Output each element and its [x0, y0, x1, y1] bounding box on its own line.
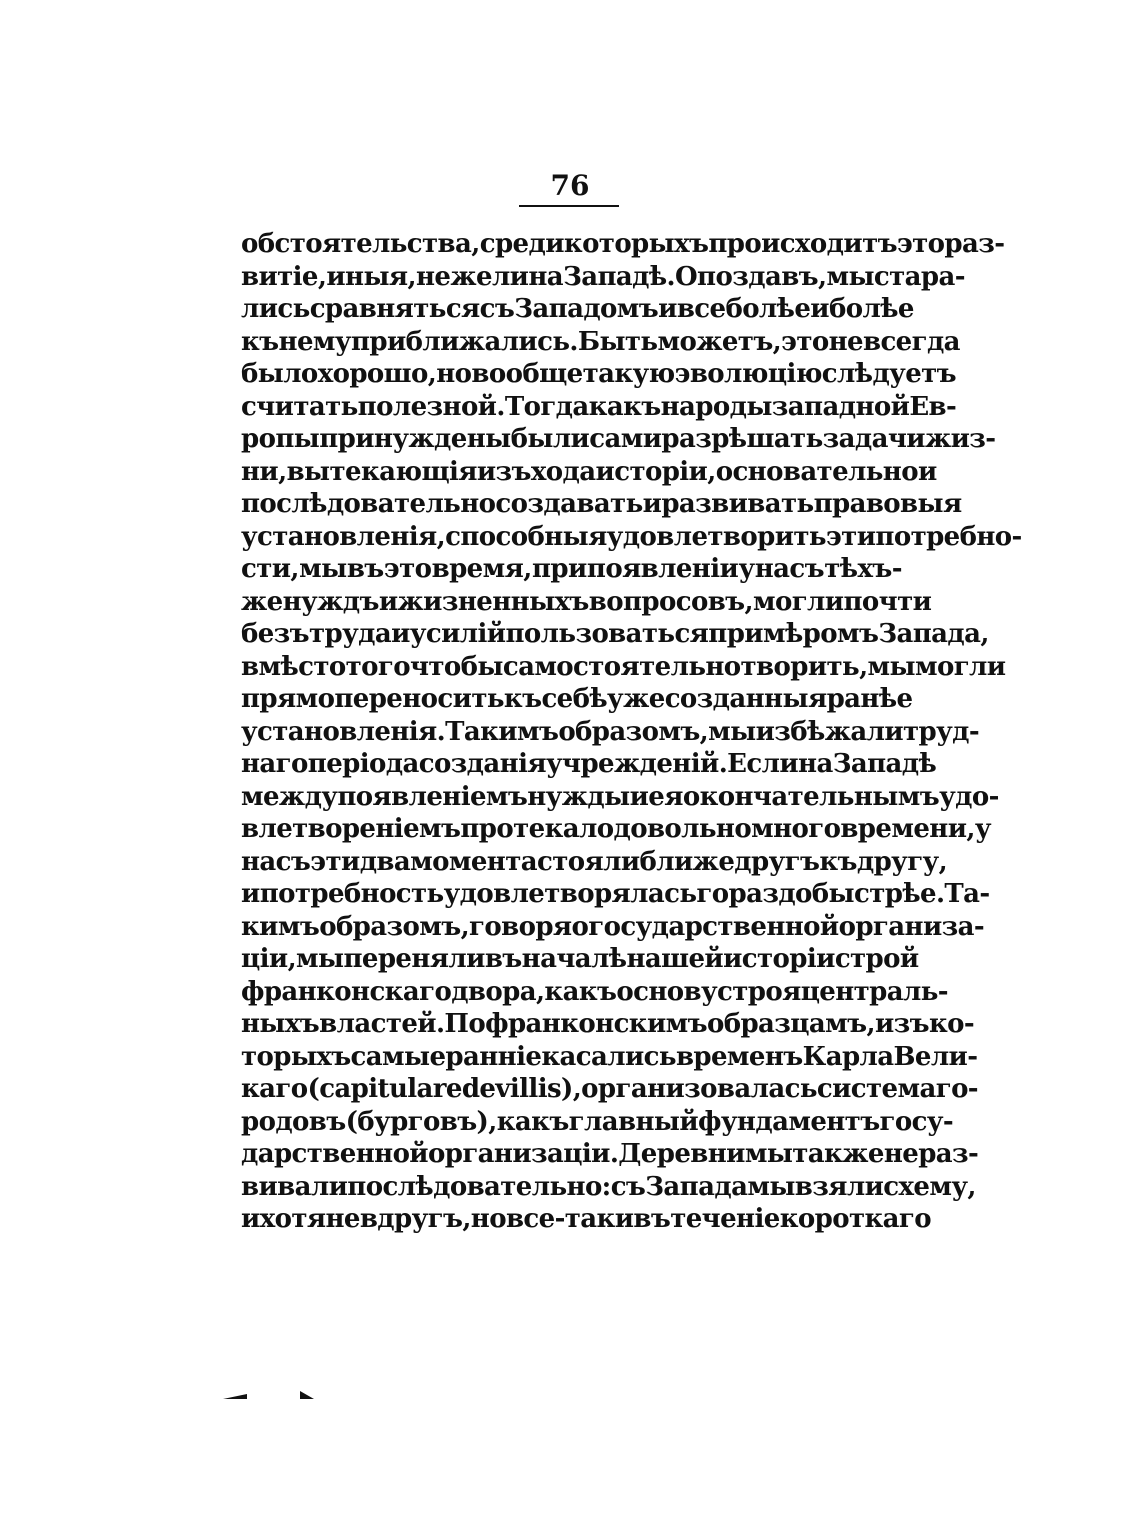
page-number: 76 — [550, 169, 590, 202]
text-line: ни, вытекающія изъ хода исторіи, основательно и — [241, 456, 937, 487]
text-line: ціи, мы переняли въ началѣ нашей исторіи строй — [241, 944, 919, 974]
body-text — [241, 228, 1022, 1236]
text-line: обстоятельства, среди которыхъ происходитъ это раз- — [241, 229, 1005, 259]
text-line: считать полезной. Тогда какъ народы западной Ев- — [241, 391, 957, 422]
text-line: установленія, способныя удовлетворить эти потребно- — [241, 521, 1022, 552]
text-line: и потребность удовлетворялась гораздо быстрѣе. Та- — [241, 879, 990, 909]
text-line: каго (capitulare de villis), организовалась система го- — [241, 1074, 978, 1104]
text-line: установленія. Такимъ образомъ, мы избѣжали труд- — [241, 716, 980, 747]
text-line: франконскаго двора, какъ основу строя централь- — [241, 976, 948, 1007]
text-line: вивали послѣдовательно: съ Запада мы взяли схему, — [241, 1171, 976, 1202]
right-scan-mark — [300, 1391, 314, 1399]
text-line: вмѣсто того чтобы самостоятельно творить, мы могли — [241, 651, 1006, 682]
text-line: между появленіемъ нужды и ея окончательнымъ удо- — [241, 781, 999, 812]
page-number-rule — [519, 205, 619, 207]
text-line: и хотя не вдругъ, но все-таки въ теченіе короткаго — [241, 1204, 931, 1234]
text-line: было хорошо, но вообще такую эволюцію слѣдуетъ — [241, 359, 957, 389]
text-line: торыхъ самые ранніе касались временъ Карла Вели- — [241, 1041, 978, 1072]
text-line: лись сравняться съ Западомъ и все болѣе и болѣе — [241, 294, 914, 324]
text-line: прямо переносить къ себѣ уже созданныя ранѣе — [241, 684, 913, 714]
text-line: дарственной организаціи. Деревни мы также не раз- — [241, 1139, 979, 1169]
text-line: наго періода созданія учрежденій. Если на Западѣ — [241, 749, 937, 779]
text-line: влетвореніемъ протекало довольно много времени, у — [241, 814, 991, 844]
text-line: ныхъ властей. По франконскимъ образцамъ, изъ ко- — [241, 1009, 975, 1039]
text-line: ропы принуждены были сами разрѣшать задачи жиз- — [241, 424, 996, 454]
text-line: безъ труда и усилій пользоваться примѣромъ Запада, — [241, 619, 989, 649]
text-line: къ нему приближались. Быть можетъ, это не всегда — [241, 326, 960, 357]
text-line: родовъ (бурговъ), какъ главный фундаментъ госу- — [241, 1106, 954, 1137]
text-line: витіе, иныя, нежели на Западѣ. Опоздавъ, мы стара- — [241, 261, 965, 292]
text-line: же нуждъ и жизненныхъ вопросовъ, могли почти — [241, 586, 932, 617]
text-line: кимъ образомъ, говоря о государственной организа- — [241, 911, 985, 942]
text-line: послѣдовательно создавать и развивать правовыя — [241, 489, 962, 519]
text-line: сти, мы въ это время, при появленіи у насъ тѣхъ- — [241, 554, 902, 584]
left-scan-mark — [223, 1394, 247, 1399]
text-line: насъ эти два момента стояли ближе другъ къ другу, — [241, 846, 948, 877]
